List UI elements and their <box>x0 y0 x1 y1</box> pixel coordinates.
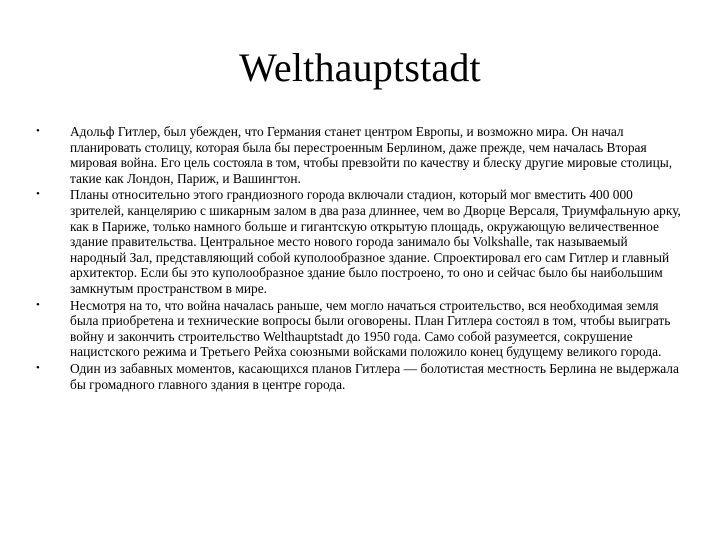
bullet-icon: • <box>36 125 40 137</box>
slide-title: Welthauptstadt <box>239 45 481 90</box>
bullet-item <box>36 124 686 186</box>
bullet-text: Адольф Гитлер, был убежден, что Германия станет центром Европы, и возможно мира. Он начал планировать столицу, которая была бы перестроенным Берлином, даже прежде, чем началась Вторая мировая война. Его цель состояла в том, чтобы превзойти по качеству и блеску другие мировые столицы, такие как Лондон, Париж, и Вашингтон. <box>70 124 673 186</box>
bullet-icon: • <box>36 188 40 201</box>
bullet-item <box>36 298 686 360</box>
bullet-text: Планы относительно этого грандиозного города включали стадион, который мог вместить 400 000 зрителей, канцелярию с шикарным залом в два раза длиннее, чем во Дворце Версаля, Триумфальную арку, как в Париже, только намного больше и гигантскую открытую площадь, окружающую величественное здание правительства. Центральное место нового города занимало бы Volkshalle, так называемый народный Зал, представляющий собой куполообразное здание. Спроектировал его сам Гитлер и главный архитектор. Если бы это куполообразное здание было построено, то оно и сейчас было бы наибольшим замкнутым пространством в мире. <box>70 187 681 296</box>
bullet-list <box>36 124 686 393</box>
bullet-text: Несмотря на то, что война началась раньше, чем могло начаться строительство, вся необходимая земля была приобретена и технические вопросы были оговорены. План Гитлера состоял в том, чтобы выиграть войну и закончить строительство Welthauptstadt до 1950 года. Само собой разумеется, сокрушение нацистского режима и Третьего Рейха союзными войсками положило конец будущему великого города. <box>70 297 671 360</box>
bullet-item <box>36 187 686 296</box>
bullet-icon: • <box>36 298 40 311</box>
bullet-icon: • <box>36 361 40 374</box>
bullet-text: Один из забавных моментов, касающихся планов Гитлера — болотистая местность Берлина не выдержала бы громадного главного здания в центре города. <box>70 360 679 392</box>
bullet-item <box>36 361 686 392</box>
